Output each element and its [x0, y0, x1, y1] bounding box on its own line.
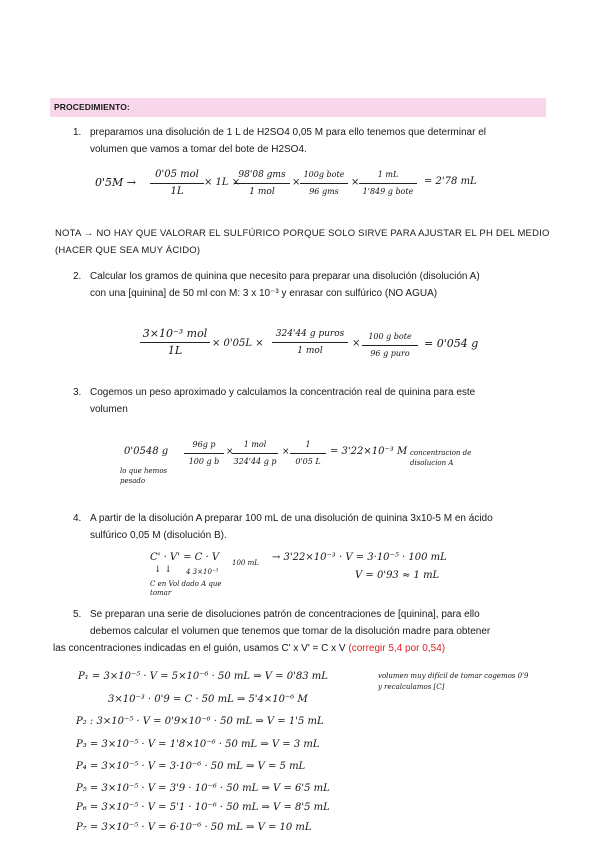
- calc2-mult: × 0'05L ×: [212, 338, 264, 349]
- step-number: 3.: [73, 387, 82, 398]
- note-block: [55, 225, 550, 259]
- step-5: [53, 606, 553, 658]
- calc1-fraction-2: [234, 168, 290, 199]
- step-text-line2: volumen que vamos a tomar del bote de H2SO4.: [90, 144, 307, 155]
- calc1-mult: × 1L ×: [204, 177, 241, 188]
- calc4-right1: → 3'22×10⁻³ · V = 3·10⁻⁵ · 100 mL: [272, 552, 447, 563]
- calc3-sub: lo que hemos pesado: [120, 467, 168, 485]
- calc1-f2-num: 98'08 gms: [238, 170, 286, 180]
- calc4-vals: 4 3×10⁻³: [186, 568, 219, 576]
- note-line2: (HACER QUE SEA MUY ÁCIDO): [55, 245, 201, 256]
- section-header-text: PROCEDIMIENTO:: [54, 102, 130, 112]
- calc1-f4-num: 1 mL: [377, 170, 399, 179]
- step-number: 2.: [73, 271, 82, 282]
- calc5-row: P₃ = 3×10⁻⁵ · V = 1'8×10⁻⁶ · 50 mL ⇒ V = 3 mL: [76, 739, 320, 750]
- calc3-fraction-1: [184, 438, 224, 469]
- calc1-times-a: ×: [292, 177, 301, 188]
- calc4-arrows: ↓ ↓: [154, 565, 172, 575]
- step-3: [73, 384, 553, 420]
- calc4-sub-v: 100 mL: [232, 559, 259, 567]
- step-text-line2: con una [quinina] de 50 ml con M: 3 x 10⁻³ y enrasar con sulfúrico (NO AGUA): [90, 288, 438, 299]
- calc5-row: P₂ : 3×10⁻⁵ · V = 0'9×10⁻⁶ · 50 mL ⇒ V = 1'5 mL: [76, 716, 324, 727]
- step-text-line2: debemos calcular el volumen que tenemos que tomar de la disolución madre para obtener: [90, 626, 491, 637]
- calc2-fraction-1: [140, 327, 210, 358]
- step-1: [73, 124, 553, 160]
- calc5-side-note-2: y recalculamos [C]: [378, 683, 445, 691]
- calc2-f1-num: 3×10⁻³ mol: [142, 327, 208, 340]
- section-header: [50, 98, 546, 117]
- calc1-fraction-4: [359, 168, 417, 199]
- calc1-f1-den: 1L: [170, 186, 184, 197]
- step-text-line1: Cogemos un peso aproximado y calculamos la concentración real de quinina para este: [90, 387, 476, 398]
- calc1-times-b: ×: [351, 177, 360, 188]
- calc5-row: P₄ = 3×10⁻⁵ · V = 3·10⁻⁶ · 50 mL ⇒ V = 5 mL: [76, 761, 306, 772]
- calc3-f2-den: 324'44 g p: [233, 457, 277, 466]
- calc2-fraction-2: [272, 327, 348, 358]
- calc2-fraction-3: [362, 330, 418, 361]
- step-number: 4.: [73, 513, 82, 524]
- calc5-row: P₅ = 3×10⁻⁵ · V = 3'9 · 10⁻⁶ · 50 mL ⇒ V = 6'5 mL: [76, 783, 330, 794]
- step-text-line2: sulfúrico 0,05 M (disolución B).: [90, 530, 227, 541]
- step-text-line1: A partir de la disolución A preparar 100 mL de una disolución de quinina 3x10-5 M en ácido: [90, 513, 493, 524]
- calc1-f3-den: 96 gms: [309, 187, 339, 196]
- calc1-fraction-3: [300, 168, 348, 199]
- step-text-line3: [53, 640, 445, 657]
- calc3-f1-num: 96g p: [192, 440, 216, 449]
- calc2-f1-den: 1L: [167, 344, 183, 357]
- calc4-label: C en Vol dado A que tomar: [150, 580, 222, 597]
- calc3-times-b: ×: [282, 447, 290, 457]
- step-number: 1.: [73, 127, 82, 138]
- calc1-f3-num: 100g bote: [303, 170, 345, 179]
- calc5-row: P₇ = 3×10⁻⁵ · V = 6·10⁻⁶ · 50 mL ⇒ V = 10 mL: [76, 822, 312, 833]
- step-text-line1: preparamos una disolución de 1 L de H2SO4 0,05 M para ello tenemos que determinar el: [90, 127, 486, 138]
- calc4-eq: C' · V' = C · V: [150, 552, 220, 563]
- calc2-f2-den: 1 mol: [297, 346, 323, 356]
- calc5-row: P₁ = 3×10⁻⁵ · V = 5×10⁻⁶ · 50 mL ⇒ V = 0'83 mL: [78, 671, 328, 682]
- calc3-fraction-3: [290, 438, 326, 469]
- calc1-f1-num: 0'05 mol: [155, 169, 199, 180]
- calc3-f3-num: 1: [305, 440, 311, 449]
- step-2: [73, 268, 553, 304]
- step-text-line1: Calcular los gramos de quinina que necesito para preparar una disolución (disolución A): [90, 271, 480, 282]
- calc4-right2: V = 0'93 ≈ 1 mL: [355, 570, 440, 581]
- calc3-f1-den: 100 g b: [188, 457, 220, 466]
- note-line1: NOTA → NO HAY QUE VALORAR EL SULFÚRICO PORQUE SOLO SIRVE PARA AJUSTAR EL PH DEL MEDIO: [55, 228, 550, 239]
- step-text-line2: volumen: [90, 404, 128, 415]
- calc3-annotation: concentracion de disolucion A: [410, 449, 472, 467]
- step-4: [73, 510, 553, 546]
- calc2-f3-den: 96 g puro: [370, 349, 410, 358]
- step-text-line1: Se preparan una serie de disoluciones patrón de concentraciones de [quinina], para ello: [90, 609, 480, 620]
- correction-note: (corregir 5,4 por 0,54): [348, 643, 446, 654]
- calc3-times-a: ×: [226, 447, 234, 457]
- calc1-f2-den: 1 mol: [249, 187, 275, 197]
- calc3-fraction-2: [232, 438, 278, 469]
- step-text-line3-main: las concentraciones indicadas en el guión, usamos C' x V' = C x V: [53, 643, 346, 654]
- calc3-start: 0'0548 g: [124, 446, 169, 457]
- calc5-row: P₆ = 3×10⁻⁵ · V = 5'1 · 10⁻⁶ · 50 mL ⇒ V = 8'5 mL: [76, 802, 330, 813]
- step-number: 5.: [73, 609, 82, 620]
- calc5-side-note-1: volumen muy difícil de tomar cogemos 0'9: [378, 672, 529, 680]
- calc1-result: = 2'78 mL: [424, 176, 477, 187]
- calc1-fraction-1: [150, 168, 204, 199]
- calc2-result: = 0'054 g: [424, 337, 479, 350]
- calc2-f2-num: 324'44 g puros: [275, 329, 345, 339]
- calc2-times: ×: [352, 338, 361, 349]
- calc2-f3-num: 100 g bote: [368, 332, 412, 341]
- calc1-f4-den: 1'849 g bote: [362, 187, 414, 196]
- calc5-row: 3×10⁻³ · 0'9 = C · 50 mL ⇒ 5'4×10⁻⁶ M: [108, 694, 308, 705]
- calc3-f2-num: 1 mol: [243, 440, 267, 449]
- calc3-f3-den: 0'05 L: [295, 457, 321, 466]
- calc1-start: 0'5M →: [95, 176, 136, 189]
- calc3-result: = 3'22×10⁻³ M: [330, 446, 408, 457]
